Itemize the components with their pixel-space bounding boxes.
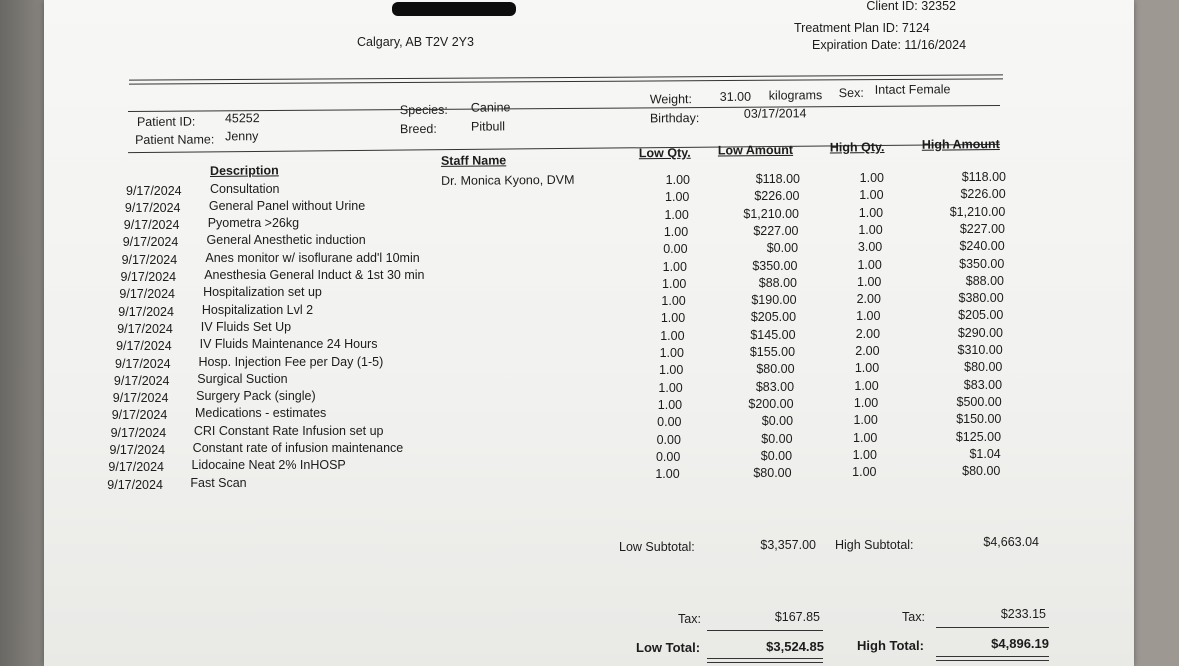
- treatment-plan-id: Treatment Plan ID: 7124: [794, 21, 930, 35]
- item-description: Hospitalization set up: [203, 285, 322, 300]
- item-low-qty: 1.00: [658, 380, 683, 395]
- item-low-qty: 1.00: [664, 207, 689, 222]
- item-high-qty: 1.00: [852, 465, 877, 480]
- item-high-amount: $1,210.00: [949, 204, 1006, 219]
- item-low-qty: 1.00: [660, 311, 686, 326]
- item-description: Surgical Suction: [197, 371, 288, 386]
- item-high-qty: 1.00: [853, 413, 878, 428]
- item-high-qty: 1.00: [859, 188, 884, 203]
- item-description: Hosp. Injection Fee per Day (1-5): [198, 354, 384, 369]
- item-low-qty: 1.00: [662, 259, 687, 274]
- item-low-amount: $80.00: [756, 362, 795, 377]
- high-tax-label: Tax:: [902, 610, 925, 624]
- item-high-amount: $80.00: [962, 464, 1001, 479]
- item-date: 9/17/2024: [110, 425, 167, 440]
- item-date: 9/17/2024: [117, 321, 173, 336]
- item-date: 9/17/2024: [108, 460, 164, 475]
- item-low-amount: $0.00: [761, 414, 794, 429]
- item-high-qty: 1.00: [857, 257, 882, 272]
- weight-label: Weight:: [649, 92, 693, 107]
- high-subtotal: $4,663.04: [983, 535, 1039, 549]
- background-surface: [1134, 0, 1179, 666]
- weight: 31.00: [719, 89, 752, 104]
- patient-id: 45252: [224, 111, 260, 126]
- item-high-qty: 1.00: [852, 447, 877, 462]
- item-description: Constant rate of infusion maintenance: [192, 441, 404, 455]
- item-low-qty: 1.00: [659, 363, 684, 378]
- low-tax: $167.85: [774, 610, 820, 624]
- item-high-qty: 2.00: [855, 326, 881, 341]
- item-high-amount: $500.00: [956, 394, 1002, 409]
- treatment-plan-document: [44, 0, 1134, 666]
- item-high-amount: $118.00: [961, 170, 1006, 184]
- item-low-qty: 1.00: [657, 397, 683, 412]
- sex-label: Sex:: [838, 85, 864, 101]
- item-description: General Panel without Urine: [208, 198, 366, 213]
- item-high-amount: $125.00: [955, 429, 1002, 444]
- item-low-amount: $83.00: [755, 379, 795, 394]
- item-high-qty: 1.00: [853, 395, 879, 410]
- item-description: Anesthesia General Induct & 1st 30 min: [204, 268, 425, 282]
- low-subtotal: $3,357.00: [760, 538, 816, 552]
- item-low-qty: 1.00: [663, 224, 689, 239]
- col-high-amount: High Amount: [921, 137, 1000, 152]
- item-date: 9/17/2024: [112, 391, 169, 406]
- item-high-amount: $380.00: [958, 291, 1004, 306]
- item-high-qty: 2.00: [856, 292, 881, 307]
- item-low-amount: $350.00: [752, 258, 798, 273]
- low-total-rule-2: [707, 662, 823, 663]
- staff-name: Dr. Monica Kyono, DVM: [441, 172, 575, 188]
- item-date: 9/17/2024: [107, 477, 163, 492]
- col-description: Description: [209, 163, 279, 178]
- item-description: CRI Constant Rate Infusion set up: [193, 423, 384, 438]
- item-low-qty: 1.00: [665, 190, 690, 205]
- patient-name-label: Patient Name:: [135, 132, 215, 147]
- item-low-amount: $200.00: [748, 396, 794, 411]
- weight-unit: kilograms: [768, 88, 823, 103]
- item-high-amount: $83.00: [963, 377, 1003, 392]
- item-date: 9/17/2024: [120, 270, 177, 284]
- item-high-amount: $226.00: [960, 187, 1006, 202]
- item-date: 9/17/2024: [115, 356, 171, 371]
- item-low-amount: $0.00: [760, 448, 793, 463]
- item-low-qty: 0.00: [663, 242, 688, 257]
- item-description: Hospitalization Lvl 2: [201, 302, 314, 317]
- patient-rule-top: [128, 105, 1000, 112]
- item-low-qty: 0.00: [655, 449, 681, 464]
- high-total: $4,896.19: [991, 636, 1049, 651]
- item-description: Fast Scan: [190, 475, 247, 490]
- high-total-rule-1: [936, 656, 1049, 657]
- item-high-amount: $205.00: [958, 308, 1004, 323]
- col-low-qty: Low Qty.: [638, 145, 691, 161]
- item-low-qty: 1.00: [661, 294, 686, 309]
- item-description: Medications - estimates: [194, 406, 327, 421]
- item-date: 9/17/2024: [121, 252, 178, 267]
- item-low-amount: $145.00: [750, 327, 796, 342]
- item-low-amount: $226.00: [754, 189, 800, 204]
- item-date: 9/17/2024: [109, 443, 166, 457]
- item-low-amount: $1,210.00: [743, 206, 799, 221]
- high-tax: $233.15: [1000, 607, 1046, 621]
- item-date: 9/17/2024: [123, 218, 180, 233]
- low-total-label: Low Total:: [636, 640, 701, 655]
- item-low-amount: $80.00: [753, 466, 792, 481]
- item-low-qty: 1.00: [660, 328, 685, 343]
- item-date: 9/17/2024: [124, 200, 181, 215]
- species-label: Species:: [399, 102, 448, 118]
- item-high-qty: 1.00: [858, 222, 883, 237]
- item-low-qty: 0.00: [657, 415, 682, 430]
- item-low-qty: 0.00: [656, 432, 681, 447]
- client-id: Client ID: 32352: [866, 0, 956, 13]
- item-high-amount: $240.00: [959, 239, 1005, 254]
- item-low-qty: 1.00: [665, 173, 690, 187]
- item-low-amount: $205.00: [750, 310, 797, 325]
- item-low-amount: $118.00: [755, 172, 800, 186]
- item-low-amount: $190.00: [751, 293, 797, 308]
- col-high-qty: High Qty.: [829, 140, 885, 155]
- species: Canine: [470, 100, 511, 115]
- redacted-clinic-name: [392, 2, 516, 16]
- low-tax-label: Tax:: [678, 612, 701, 626]
- high-total-label: High Total:: [857, 638, 924, 653]
- birthday-label: Birthday:: [649, 111, 700, 126]
- high-total-rule-2: [936, 660, 1049, 661]
- item-description: IV Fluids Set Up: [200, 319, 292, 334]
- low-total: $3,524.85: [766, 639, 824, 654]
- item-low-qty: 1.00: [662, 276, 687, 291]
- breed-label: Breed:: [399, 121, 437, 137]
- item-date: 9/17/2024: [119, 287, 175, 302]
- col-low-amount: Low Amount: [717, 142, 794, 158]
- item-high-qty: 1.00: [857, 274, 882, 289]
- patient-id-label: Patient ID:: [136, 114, 196, 129]
- item-description: Lidocaine Neat 2% InHOSP: [191, 458, 346, 473]
- low-total-rule-1: [707, 658, 823, 659]
- item-high-qty: 1.00: [858, 205, 884, 220]
- item-date: 9/17/2024: [126, 183, 182, 198]
- item-low-amount: $0.00: [766, 241, 799, 256]
- item-high-qty: 1.00: [854, 361, 880, 376]
- item-description: Anes monitor w/ isoflurane add'l 10min: [205, 250, 420, 265]
- col-staff-name: Staff Name: [440, 153, 507, 168]
- item-high-qty: 1.00: [859, 171, 884, 185]
- sex: Intact Female: [874, 82, 951, 97]
- item-description: Surgery Pack (single): [196, 389, 316, 404]
- item-high-amount: $350.00: [959, 256, 1005, 271]
- item-description: Consultation: [210, 181, 280, 196]
- item-low-qty: 1.00: [655, 467, 680, 482]
- item-high-amount: $88.00: [965, 273, 1005, 288]
- item-date: 9/17/2024: [118, 304, 174, 319]
- item-high-amount: $150.00: [956, 412, 1002, 427]
- item-low-qty: 1.00: [659, 346, 684, 360]
- item-high-qty: 1.00: [854, 378, 879, 393]
- item-high-amount: $80.00: [964, 360, 1003, 375]
- item-description: IV Fluids Maintenance 24 Hours: [199, 337, 378, 352]
- item-high-qty: 1.00: [853, 430, 878, 445]
- item-high-amount: $310.00: [957, 343, 1003, 357]
- item-date: 9/17/2024: [111, 408, 168, 423]
- low-subtotal-label: Low Subtotal:: [619, 540, 695, 554]
- low-tax-rule: [707, 630, 823, 631]
- expiration-date: Expiration Date: 11/16/2024: [812, 38, 967, 52]
- item-description: Pyometra >26kg: [207, 216, 300, 231]
- item-high-qty: 2.00: [855, 344, 880, 358]
- item-high-amount: $227.00: [959, 221, 1005, 236]
- item-low-amount: $155.00: [749, 345, 796, 359]
- patient-name: Jenny: [224, 129, 259, 144]
- item-low-amount: $227.00: [753, 223, 799, 238]
- item-description: General Anesthetic induction: [206, 233, 366, 248]
- breed: Pitbull: [470, 119, 506, 134]
- item-high-qty: 3.00: [857, 240, 883, 255]
- item-high-qty: 1.00: [856, 309, 881, 324]
- item-date: 9/17/2024: [113, 373, 170, 388]
- item-high-amount: $290.00: [957, 325, 1004, 340]
- high-tax-rule: [936, 627, 1049, 628]
- item-date: 9/17/2024: [116, 339, 172, 354]
- clinic-address: Calgary, AB T2V 2Y3: [357, 35, 474, 49]
- item-low-amount: $88.00: [758, 275, 798, 290]
- birthday: 03/17/2014: [743, 106, 807, 121]
- item-high-amount: $1.04: [969, 446, 1001, 461]
- item-low-amount: $0.00: [761, 431, 793, 446]
- high-subtotal-label: High Subtotal:: [835, 538, 914, 552]
- item-date: 9/17/2024: [122, 235, 179, 250]
